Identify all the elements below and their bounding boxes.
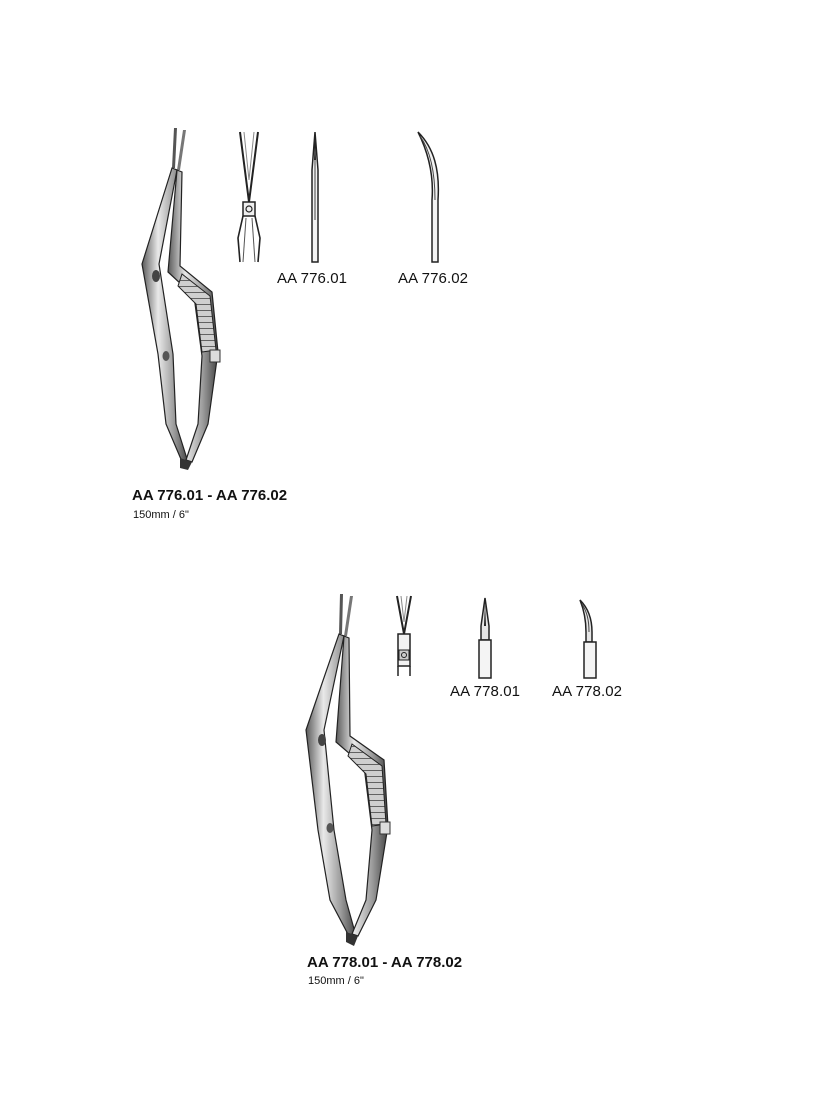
micro-scissors-image — [128, 124, 238, 474]
variant-code-label: AA 778.02 — [552, 683, 623, 700]
straight-tip-image — [474, 596, 496, 680]
variant-code-label: AA 776.01 — [277, 270, 348, 287]
variant-code-label: AA 778.01 — [450, 683, 521, 700]
curved-tip-image — [410, 130, 450, 264]
straight-tip-image — [304, 130, 326, 264]
product-size: 150mm / 6" — [308, 975, 364, 987]
open-tip-detail-image — [392, 594, 416, 678]
open-tip-detail-image — [232, 130, 266, 264]
product-title: AA 776.01 - AA 776.02 — [132, 487, 288, 504]
product-title: AA 778.01 - AA 778.02 — [307, 954, 463, 971]
variant-code-label: AA 776.02 — [398, 270, 469, 287]
angled-tip-image — [574, 598, 604, 682]
product-size: 150mm / 6" — [133, 509, 189, 521]
